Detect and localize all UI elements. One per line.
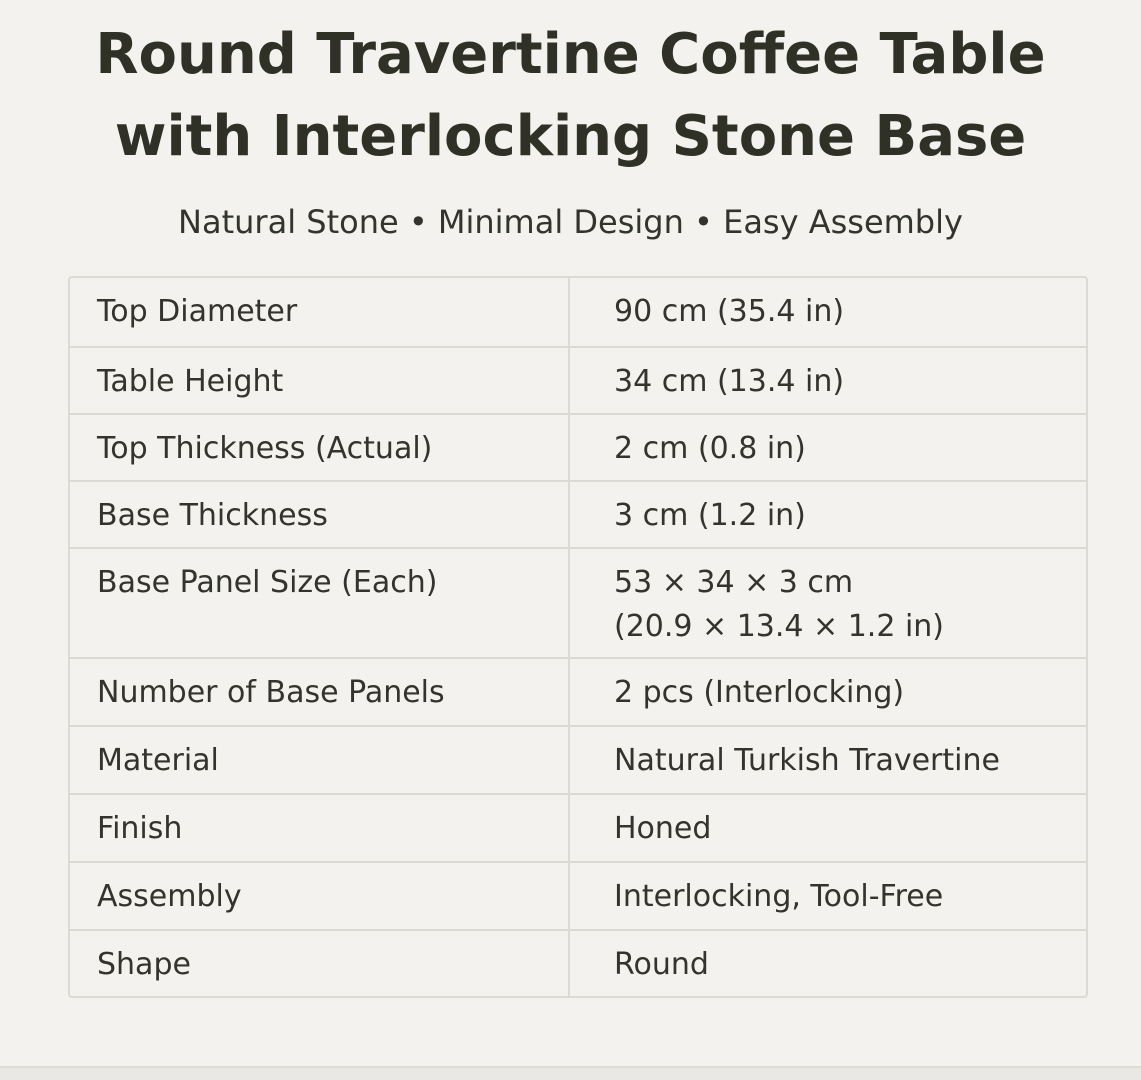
- spec-label: Material: [70, 727, 570, 793]
- title-line-1: Round Travertine Coffee Table: [95, 22, 1046, 87]
- subtitle: Natural Stone • Minimal Design • Easy Assembly: [178, 203, 963, 241]
- spec-value-text: 2 cm (0.8 in): [614, 431, 806, 466]
- spec-value: [570, 549, 1086, 657]
- spec-value-text: 90 cm (35.4 in): [614, 294, 845, 329]
- spec-label: Table Height: [70, 348, 570, 413]
- spec-value-text-secondary: (20.9 × 13.4 × 1.2 in): [614, 609, 945, 644]
- spec-value-text: 3 cm (1.2 in): [614, 498, 806, 533]
- spec-label: Top Diameter: [70, 278, 570, 346]
- spec-row-base-thickness: [70, 480, 1086, 547]
- spec-value: [570, 482, 1086, 547]
- spec-label: Top Thickness (Actual): [70, 415, 570, 480]
- spec-row-top-diameter: [70, 278, 1086, 346]
- spec-row-top-thickness: [70, 413, 1086, 480]
- spec-value: [570, 795, 1086, 861]
- spec-row-material: [70, 725, 1086, 793]
- spec-row-base-panel-size: [70, 547, 1086, 657]
- title-line-2: with Interlocking Stone Base: [114, 104, 1027, 169]
- spec-value: [570, 415, 1086, 480]
- spec-value: [570, 659, 1086, 725]
- spec-label: Number of Base Panels: [70, 659, 570, 725]
- spec-row-table-height: [70, 346, 1086, 413]
- spec-value: [570, 931, 1086, 996]
- spec-value-text: 53 × 34 × 3 cm: [614, 565, 854, 600]
- page-title: [0, 14, 1141, 178]
- spec-label: Shape: [70, 931, 570, 996]
- spec-value: [570, 863, 1086, 929]
- spec-value-text: Natural Turkish Travertine: [614, 743, 1000, 778]
- spec-value-text: 2 pcs (Interlocking): [614, 675, 905, 710]
- spec-row-number-of-base-panels: [70, 657, 1086, 725]
- spec-value-text: Round: [614, 947, 709, 982]
- spec-value: [570, 727, 1086, 793]
- spec-value-text: Interlocking, Tool-Free: [614, 879, 944, 914]
- spec-row-finish: [70, 793, 1086, 861]
- spec-label: Finish: [70, 795, 570, 861]
- spec-value: [570, 348, 1086, 413]
- spec-row-shape: [70, 929, 1086, 996]
- spec-value-text: Honed: [614, 811, 712, 846]
- spec-table: [68, 276, 1088, 998]
- spec-row-assembly: [70, 861, 1086, 929]
- spec-value: [570, 278, 1086, 346]
- spec-value-text: 34 cm (13.4 in): [614, 364, 845, 399]
- spec-label: Assembly: [70, 863, 570, 929]
- spec-label: Base Panel Size (Each): [70, 549, 570, 657]
- spec-label: Base Thickness: [70, 482, 570, 547]
